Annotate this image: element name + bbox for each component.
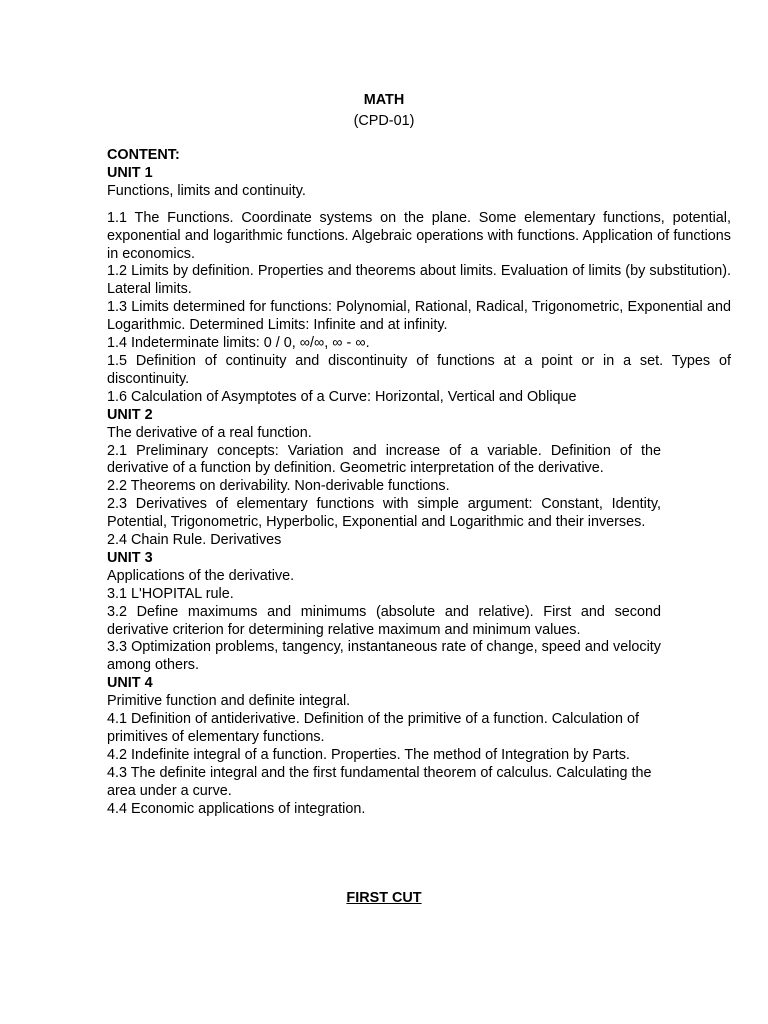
unit-item: 1.3 Limits determined for functions: Polynomial, Rational, Radical, Trigonometric, Exponential and Logarithmic. Determined Limits: Infinite and at infinity. — [107, 299, 731, 334]
unit-item: 4.1 Definition of antiderivative. Definition of the primitive of a function. Calculation of primitives of elementary functions. — [107, 711, 639, 745]
unit-1-section — [107, 165, 731, 407]
unit-heading: UNIT 3 — [107, 549, 153, 566]
unit-item: 1.6 Calculation of Asymptotes of a Curve: Horizontal, Vertical and Oblique — [107, 388, 577, 405]
unit-item: 3.1 L'HOPITAL rule. — [107, 585, 234, 602]
unit-2-section — [107, 407, 661, 550]
unit-subtitle: Functions, limits and continuity. — [107, 182, 306, 199]
unit-item: 2.3 Derivatives of elementary functions with simple argument: Constant, Identity, Potential, Trigonometric, Hyperbolic, Exponential and Logarithmic and their inverses. — [107, 496, 661, 531]
unit-item: 2.1 Preliminary concepts: Variation and increase of a variable. Definition of the derivative of a function by definition. Geometric interpretation of the derivative. — [107, 442, 661, 477]
unit-item: 4.3 The definite integral and the first fundamental theorem of calculus. Calculating the area under a curve. — [107, 764, 652, 799]
course-code: (CPD-01) — [353, 113, 415, 129]
unit-heading: UNIT 4 — [107, 675, 153, 692]
unit-item: 1.4 Indeterminate limits: 0 / 0, ∞/∞, ∞ - ∞. — [107, 335, 370, 352]
unit-item: 1.2 Limits by definition. Properties and theorems about limits. Evaluation of limits (by substitution). Lateral limits. — [107, 263, 731, 298]
section-heading-first-cut: FIRST CUT — [346, 890, 422, 906]
page-title: MATH — [363, 92, 405, 108]
unit-subtitle: Primitive function and definite integral. — [107, 693, 351, 710]
unit-subtitle: Applications of the derivative. — [107, 567, 295, 584]
unit-item: 3.3 Optimization problems, tangency, instantaneous rate of change, speed and velocity among others. — [107, 639, 661, 674]
unit-item: 4.4 Economic applications of integration. — [107, 800, 366, 817]
unit-item: 3.2 Define maximums and minimums (absolute and relative). First and second derivative criterion for determining relative maximum and minimum values. — [107, 603, 661, 638]
unit-4-section — [107, 675, 661, 818]
content-body — [107, 147, 731, 819]
content-heading: CONTENT: — [107, 147, 180, 163]
unit-item: 1.1 The Functions. Coordinate systems on the plane. Some elementary functions, potential, exponential and logarithmic functions. Algebraic operations with functions. Application of functions in economics. — [107, 209, 731, 262]
unit-item: 2.2 Theorems on derivability. Non-derivable functions. — [107, 478, 450, 495]
unit-subtitle: The derivative of a real function. — [107, 424, 312, 441]
unit-heading: UNIT 2 — [107, 406, 153, 423]
unit-item: 2.4 Chain Rule. Derivatives — [107, 532, 282, 549]
unit-heading: UNIT 1 — [107, 164, 153, 181]
unit-item: 1.5 Definition of continuity and discontinuity of functions at a point or in a set. Types of discontinuity. — [107, 352, 731, 387]
unit-3-section — [107, 550, 661, 675]
unit-item: 4.2 Indefinite integral of a function. Properties. The method of Integration by Parts. — [107, 746, 630, 763]
